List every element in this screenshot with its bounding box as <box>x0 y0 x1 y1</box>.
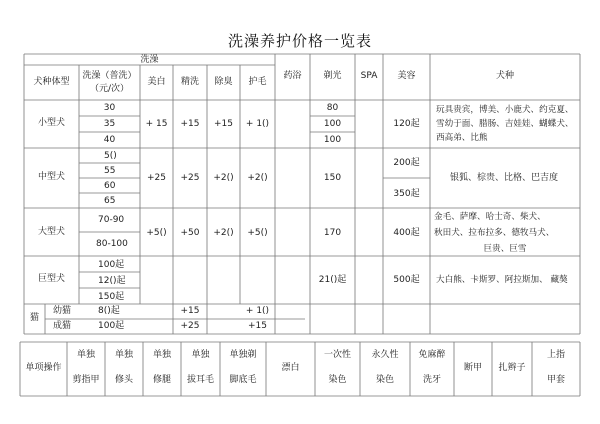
fine-wash-cell: +15 <box>180 306 200 316</box>
grooming-cell: 350起 <box>393 189 420 199</box>
row-label-giant: 巨型犬 <box>37 274 65 284</box>
op-item: 单独 <box>76 350 95 360</box>
price-cell: 100起 <box>98 260 125 270</box>
price-cell: 12()起 <box>98 276 126 286</box>
op-item: 剪指甲 <box>72 375 100 385</box>
hair-care-cell: + 1() <box>245 306 270 316</box>
deodorize-cell: +15 <box>214 119 233 129</box>
header-shaving: 剃光 <box>323 71 342 81</box>
breeds-cell: 大白熊、卡斯罗、阿拉斯加、 藏獒 <box>436 275 568 285</box>
header-spa: SPA <box>360 71 378 81</box>
price-cell: 40 <box>103 135 116 145</box>
op-item: 漂白 <box>281 363 300 373</box>
grooming-cell: 400起 <box>393 228 420 238</box>
op-item: 单独 <box>152 350 171 360</box>
hair-care-cell: +2() <box>247 173 268 183</box>
fine-wash-cell: +25 <box>180 173 200 183</box>
price-cell: 55 <box>104 166 116 176</box>
price-cell: 60 <box>104 181 116 191</box>
deodorize-cell: +2() <box>213 173 234 183</box>
header-breeds: 犬种 <box>495 71 514 81</box>
deodorize-cell: +2() <box>213 228 234 238</box>
op-item: 单独 <box>191 350 210 360</box>
op-item: 一次性 <box>323 350 351 360</box>
cat-adult-label: 成猫 <box>52 321 71 331</box>
op-item: 甲套 <box>546 375 565 385</box>
price-cell: 65 <box>104 196 116 206</box>
op-item: 洗牙 <box>422 375 441 385</box>
op-item: 单独 <box>114 350 133 360</box>
shave-cell: 80 <box>326 103 339 113</box>
page-title: 洗澡养护价格一览表 <box>227 32 372 50</box>
fine-wash-cell: +15 <box>180 119 200 129</box>
price-cell: 5() <box>104 151 117 161</box>
breeds-cell: 秋田犬、拉布拉多、德牧马犬、 <box>434 228 555 238</box>
header-bath-plain: 洗澡（普洗） <box>82 71 137 81</box>
shave-cell: 150 <box>323 173 342 183</box>
op-item: 永久性 <box>371 350 399 360</box>
row-label-cat: 猫 <box>29 313 39 323</box>
op-item: 修腿 <box>152 375 171 385</box>
op-item: 免麻醉 <box>418 350 446 360</box>
op-item: 染色 <box>375 375 394 385</box>
op-item: 修头 <box>114 375 133 385</box>
hair-care-cell: +5() <box>247 228 268 238</box>
fine-wash-cell: +50 <box>180 228 200 238</box>
header-grooming: 美容 <box>397 71 416 81</box>
shave-cell: 100 <box>323 119 342 129</box>
hair-care-cell: +15 <box>248 321 267 331</box>
header-fine-wash: 精洗 <box>180 77 199 87</box>
header-bath-unit: （元/次） <box>89 84 130 94</box>
breeds-cell: 巨贵、巨雪 <box>483 244 527 254</box>
header-hair-care: 护毛 <box>248 77 267 87</box>
price-cell: 150起 <box>98 292 125 302</box>
whitening-cell: +25 <box>147 173 166 183</box>
header-whitening: 美白 <box>147 77 166 87</box>
price-cell: 35 <box>103 119 116 129</box>
ops-label: 单项操作 <box>25 363 62 373</box>
price-cell: 80-100 <box>96 239 128 249</box>
whitening-cell: + 15 <box>145 119 168 129</box>
whitening-cell: +5() <box>146 228 167 238</box>
grooming-cell: 120起 <box>393 119 420 129</box>
price-cell: 70-90 <box>98 215 125 225</box>
shave-cell: 21()起 <box>318 275 347 285</box>
price-cell: 30 <box>103 103 116 113</box>
header-bath-group: 洗澡 <box>140 55 159 65</box>
header-deodorize: 除臭 <box>214 77 233 87</box>
breeds-cell: 金毛、萨摩、哈士奇、柴犬、 <box>434 212 546 222</box>
header-herbal-bath: 药浴 <box>283 71 302 81</box>
hair-care-cell: + 1() <box>245 119 270 129</box>
op-item: 断甲 <box>463 363 482 373</box>
op-item: 脚底毛 <box>229 375 257 385</box>
op-item: 上指 <box>546 350 565 360</box>
shave-cell: 170 <box>323 228 342 238</box>
row-label-large: 大型犬 <box>37 227 65 237</box>
fine-wash-cell: +25 <box>180 321 200 331</box>
op-item: 染色 <box>328 375 347 385</box>
grooming-cell: 500起 <box>393 275 420 285</box>
row-label-medium: 中型犬 <box>37 172 65 182</box>
op-item: 扎辫子 <box>498 363 526 373</box>
shave-cell: 100 <box>323 135 342 145</box>
row-label-small: 小型犬 <box>37 118 65 128</box>
price-cell: 8()起 <box>98 306 120 316</box>
breeds-cell: 玩具贵宾，博美、小鹿犬、约克夏、雪幼于面、腊肠、吉娃娃、蝴蝶犬、西高弟、比熊 <box>436 105 574 143</box>
price-cell: 100起 <box>98 321 125 331</box>
header-dog-type: 犬种体型 <box>33 77 70 87</box>
op-item: 拔耳毛 <box>186 375 214 385</box>
breeds-cell: 银狐、棕贵、比格、巴吉度 <box>450 173 559 183</box>
op-item: 单独剃 <box>229 350 257 360</box>
cat-kitten-label: 幼猫 <box>52 306 71 316</box>
grooming-cell: 200起 <box>393 158 420 168</box>
